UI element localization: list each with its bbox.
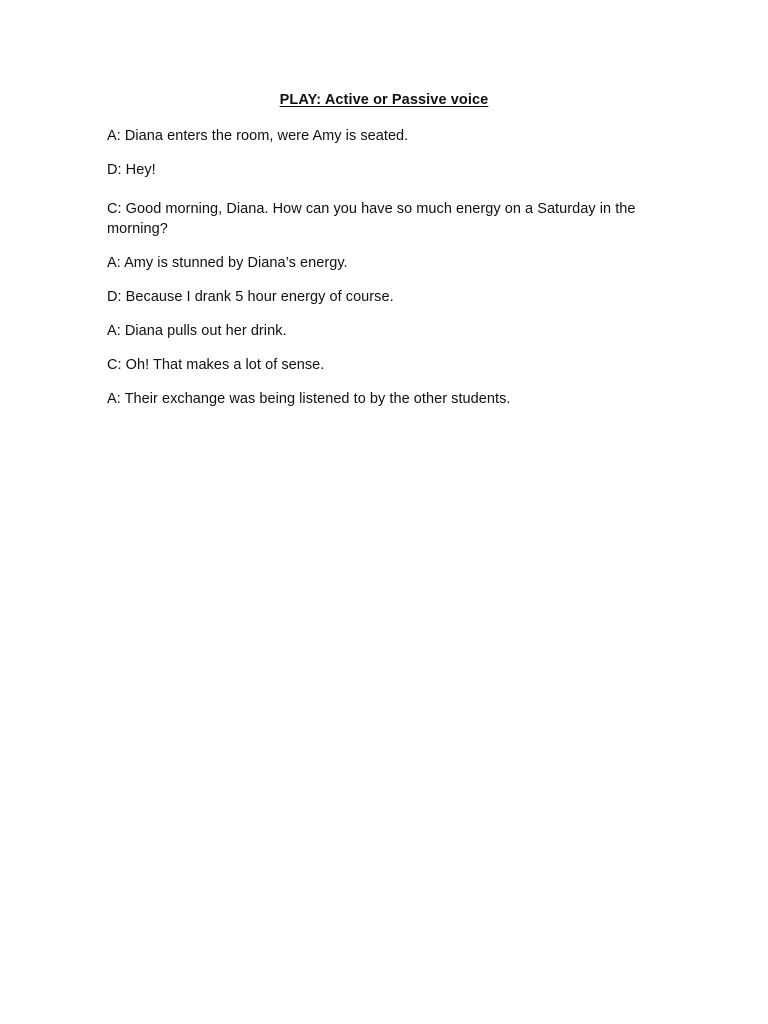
script-lines [107,126,667,409]
script-line: A: Diana pulls out her drink. [107,323,287,339]
script-line: A: Diana enters the room, were Amy is seated. [107,128,409,144]
script-line: D: Because I drank 5 hour energy of course. [107,289,394,305]
script-line: C: Good morning, Diana. How can you have so much energy on a Saturday in the morning? [107,201,636,237]
script-line: D: Hey! [107,162,156,178]
script-line: C: Oh! That makes a lot of sense. [107,357,325,373]
document-title: PLAY: Active or Passive voice [279,92,489,108]
script-line: A: Their exchange was being listened to by the other students. [107,391,511,407]
script-line: A: Amy is stunned by Diana’s energy. [107,255,348,271]
